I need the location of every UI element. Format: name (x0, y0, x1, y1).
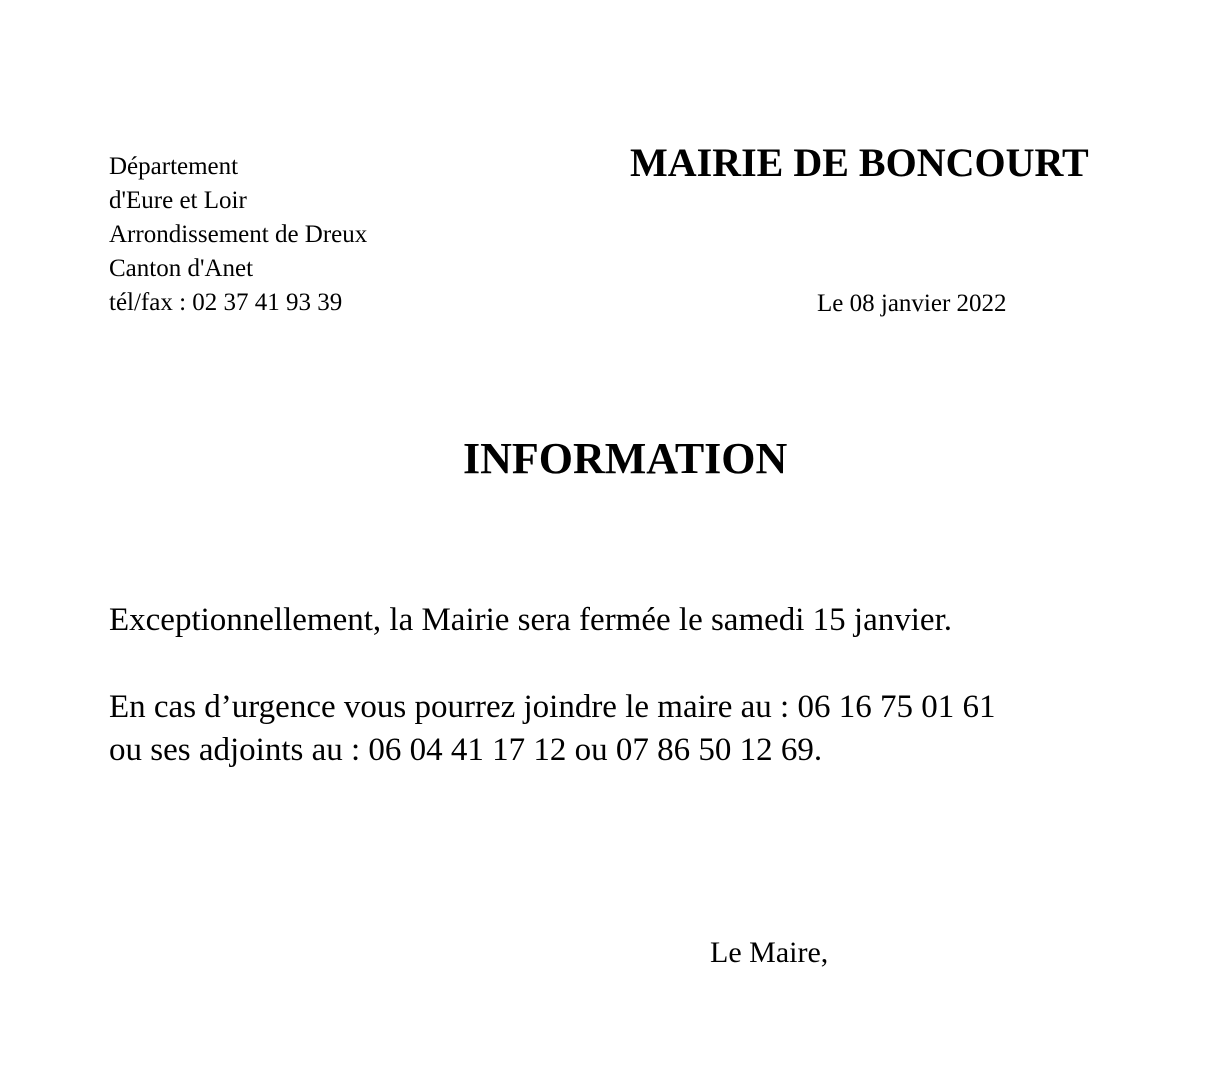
signature: Le Maire, (710, 936, 829, 969)
document-date: Le 08 janvier 2022 (817, 290, 1007, 317)
closure-text: Exceptionnellement, la Mairie sera fermée le samedi 15 janvier. (109, 602, 952, 638)
notice-heading: INFORMATION (463, 434, 788, 483)
address-block (109, 150, 367, 320)
address-department: Département (109, 153, 239, 180)
address-phone: tél/fax : 02 37 41 93 39 (109, 289, 343, 316)
emergency-line-mayor: En cas d’urgence vous pourrez joindre le maire au : 06 16 75 01 61 (109, 689, 996, 725)
address-region: d'Eure et Loir (109, 187, 247, 214)
mairie-title: MAIRIE DE BONCOURT (630, 140, 1089, 185)
emergency-line-deputies: ou ses adjoints au : 06 04 41 17 12 ou 07 86 50 12 69. (109, 732, 823, 768)
address-arrondissement: Arrondissement de Dreux (109, 221, 368, 248)
notice-paragraph-closure (109, 599, 952, 642)
notice-paragraph-emergency (109, 686, 995, 772)
address-canton: Canton d'Anet (109, 255, 254, 282)
